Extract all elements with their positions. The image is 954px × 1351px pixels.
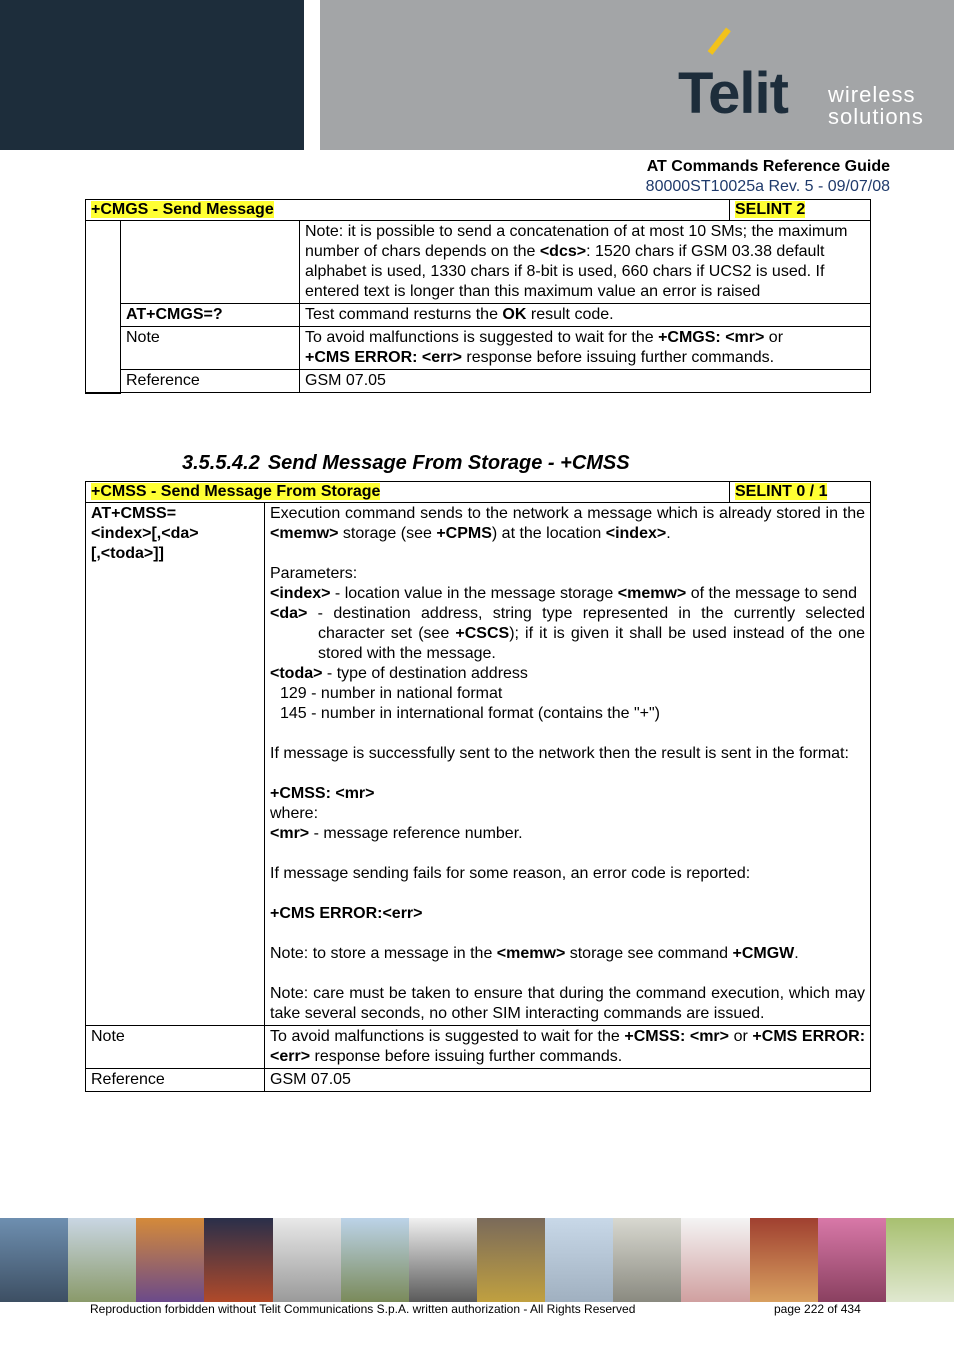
logo-subtitle [828, 84, 924, 128]
cmss-p-da-desc1: - destination address, string type represented in the currently selected character set (see [307, 605, 865, 642]
cmss-exec4: . [666, 525, 671, 542]
cmss-exec2: storage (see [338, 525, 437, 542]
cmgs-note-cell [300, 221, 871, 304]
cmss-note2-text2: response before issuing further commands. [310, 1048, 623, 1065]
cmgs-note-cmd-cell [121, 221, 300, 304]
cmss-toda-145: 145 - number in international format (contains the "+") [280, 705, 660, 722]
cmgs-test-desc [300, 304, 871, 327]
cmss-p-toda: <toda> [270, 665, 323, 682]
cmss-cmd-cell [86, 503, 265, 1026]
cmgs-empty-left [86, 221, 121, 393]
cmss-note-care: Note: care must be taken to ensure that during the command execution, which may take several seconds, no other SIM interacting commands are issued. [270, 985, 865, 1022]
cmss-fail-text: If message sending fails for some reason, an error code is reported: [270, 865, 751, 882]
cmss-p-toda-desc: - type of destination address [322, 665, 528, 682]
cmss-note-store [270, 944, 865, 964]
cmss-response: +CMSS: <mr> [270, 785, 375, 802]
cmgs-test-cmd: AT+CMGS=? [121, 304, 300, 327]
cmss-note-store1: Note: to store a message in the [270, 945, 497, 962]
footer-photo-4 [204, 1218, 272, 1302]
cmss-note2-err: +CMS ERROR: <err> [270, 1028, 866, 1065]
cmss-mr-text: - message reference number. [309, 825, 523, 842]
cmss-p-index: <index> [270, 585, 331, 602]
cmss-desc-cell [265, 503, 871, 1026]
footer-photo-13 [818, 1218, 886, 1302]
cmgs-note2-or: or [764, 329, 784, 346]
cmgs-test-ok: OK [502, 306, 527, 323]
cmss-param-index [270, 584, 865, 604]
cmgs-test-desc2: result code. [526, 306, 614, 323]
cmss-cmd-line1: AT+CMSS= [91, 505, 177, 522]
cmss-note2-cmss: +CMSS: <mr> [624, 1028, 730, 1045]
footer-photo-7 [409, 1218, 477, 1302]
logo-telit-text: Telit [678, 61, 788, 126]
footer-photo-14 [886, 1218, 954, 1302]
cmgs-note2-text1: To avoid malfunctions is suggested to wait for the [305, 329, 659, 346]
cmss-mr: <mr> [270, 825, 310, 842]
cmss-params-label: Parameters: [270, 565, 358, 582]
cmss-ref-value: GSM 07.05 [265, 1069, 871, 1092]
section-title: Send Message From Storage - +CMSS [267, 452, 630, 474]
cmss-exec-cpms: +CPMS [436, 525, 492, 542]
cmss-mr-desc [270, 824, 865, 844]
cmss-p-index-memw: <memw> [617, 585, 687, 602]
guide-title: AT Commands Reference Guide [646, 158, 890, 175]
cmss-ref-label: Reference [86, 1069, 265, 1092]
cmgs-title: +CMGS - Send Message [91, 201, 274, 218]
cmss-param-da [270, 604, 865, 664]
footer-photo-9 [545, 1218, 613, 1302]
cmss-note-store2: storage see command [565, 945, 733, 962]
footer-copyright: Reproduction forbidden without Telit Communications S.p.A. written authorization - All Rights Reserved [90, 1302, 636, 1316]
footer-photo-1 [0, 1218, 68, 1302]
cmss-param-toda [270, 664, 865, 684]
cmss-exec-memw: <memw> [270, 525, 339, 542]
cmgs-selint-cell [730, 200, 871, 221]
footer-photo-10 [613, 1218, 681, 1302]
cmss-p-index-desc2: of the message to send [686, 585, 858, 602]
cmgs-ref-value: GSM 07.05 [300, 370, 871, 393]
telit-logo [676, 50, 936, 130]
cmss-p-index-desc1: - location value in the message storage [330, 585, 618, 602]
cmgs-note2-cell [300, 327, 871, 370]
cmss-selint: SELINT 0 / 1 [735, 483, 828, 500]
section-number: 3.5.5.4.2 [182, 452, 260, 474]
cmss-p-da-cscs: +CSCS [455, 625, 510, 642]
cmss-title: +CMSS - Send Message From Storage [91, 483, 381, 500]
cmss-cmd-line3: [,<toda>]] [91, 545, 164, 562]
footer-photo-3 [136, 1218, 204, 1302]
cmss-exec1: Execution command sends to the network a message which is already stored in the [270, 505, 865, 522]
footer-page-number: page 222 of 434 [774, 1302, 861, 1316]
cmss-cmd-line2: <index>[,<da> [91, 525, 199, 542]
footer-photo-8 [477, 1218, 545, 1302]
cmss-where: where: [270, 805, 319, 822]
cmss-table-title-cell [86, 482, 730, 503]
footer-photo-12 [750, 1218, 818, 1302]
cmgs-note2-text2: response before issuing further commands. [461, 349, 775, 366]
cmss-note-store3: . [794, 945, 799, 962]
cmss-note-store-cmgw: +CMGW [732, 945, 795, 962]
cmss-success-text: If message is successfully sent to the network then the result is sent in the format: [270, 745, 849, 762]
cmss-exec3: ) at the location [491, 525, 606, 542]
cmss-error-response: +CMS ERROR:<err> [270, 905, 423, 922]
cmgs-note-text2: : 1520 chars if GSM 03.38 default alphabet is used, 1330 chars if 8-bit is used, 660 chars if UCS2 is used. If entered text is longer than this maximum value an error is raised [305, 243, 825, 300]
footer-photo-strip [0, 1218, 954, 1302]
cmgs-note-dcs: <dcs> [539, 243, 587, 260]
cmgs-note2-err: +CMS ERROR: <err> [305, 349, 462, 366]
footer-photo-5 [273, 1218, 341, 1302]
cmss-note-store-memw: <memw> [496, 945, 566, 962]
cmss-exec-index: <index> [605, 525, 667, 542]
cmgs-test-desc1: Test command resturns the [305, 306, 503, 323]
cmss-toda-129: 129 - number in national format [280, 685, 503, 702]
section-heading [182, 452, 630, 475]
header-dark-panel [0, 0, 304, 150]
cmgs-table-title-cell [86, 200, 730, 221]
guide-revision: 80000ST10025a Rev. 5 - 09/07/08 [645, 178, 890, 195]
cmss-note2-or: or [729, 1028, 753, 1045]
cmgs-table [85, 199, 871, 394]
cmgs-note-text: Note: it is possible to send a concatenation of at most 10 SMs; the maximum number of chars depends on the [305, 223, 848, 260]
cmss-p-da: <da> [270, 605, 308, 622]
cmgs-ref-label: Reference [121, 370, 300, 393]
cmgs-selint: SELINT 2 [735, 201, 806, 218]
cmss-note2-cell [265, 1026, 871, 1069]
cmss-selint-cell [730, 482, 871, 503]
cmss-note-label: Note [86, 1026, 265, 1069]
footer-photo-2 [68, 1218, 136, 1302]
cmss-p-da-desc2: ); if it is given it shall be used instead of the one stored with the message. [318, 625, 865, 662]
logo-sub-solutions: solutions [828, 104, 924, 129]
logo-sub-wireless: wireless [828, 82, 916, 107]
cmgs-note2-cmgs: +CMGS: <mr> [658, 329, 765, 346]
cmgs-note-label: Note [121, 327, 300, 370]
footer-photo-11 [681, 1218, 749, 1302]
footer-photo-6 [341, 1218, 409, 1302]
cmss-table [85, 481, 871, 1092]
cmss-exec-desc [270, 504, 865, 544]
cmss-note2-text1: To avoid malfunctions is suggested to wait for the [270, 1028, 625, 1045]
